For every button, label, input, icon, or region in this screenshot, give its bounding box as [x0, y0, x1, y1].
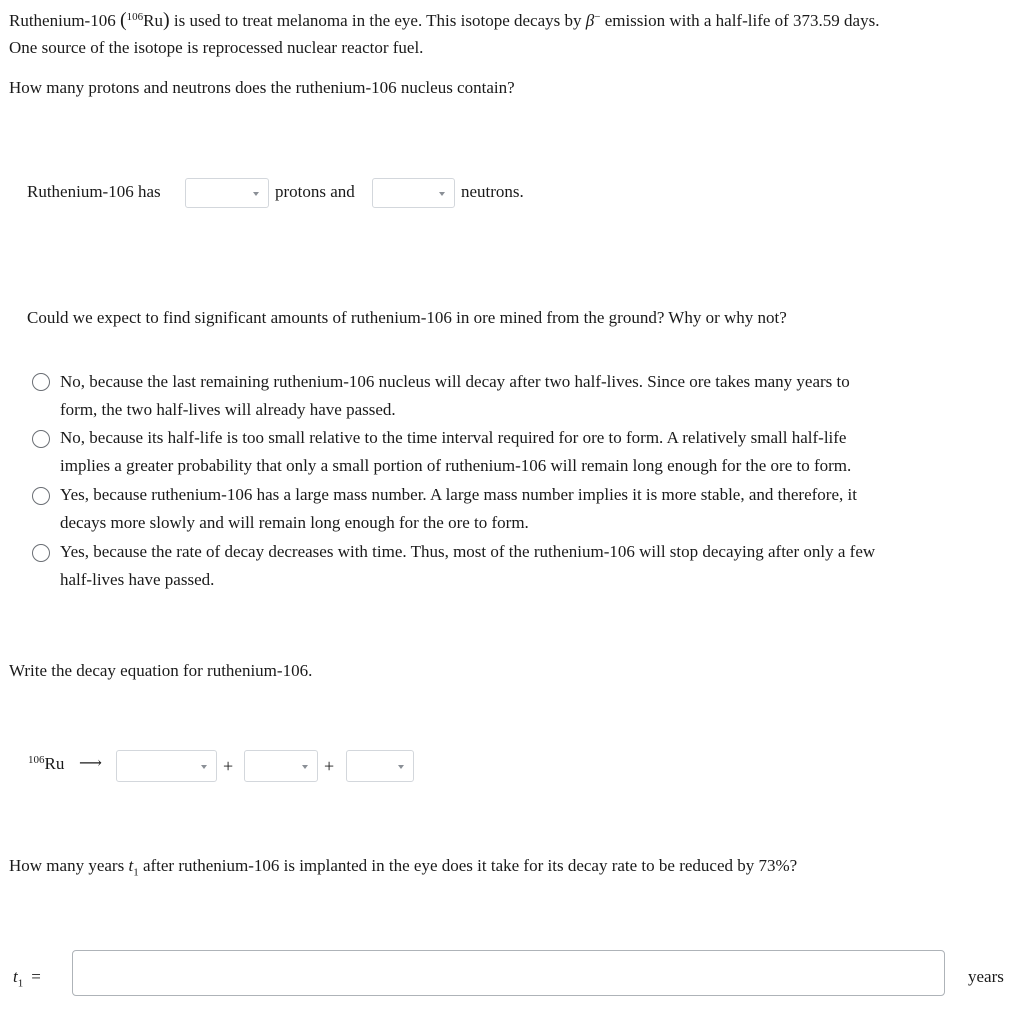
- option-2-text: No, because its half-life is too small relative to the time interval required for ore to form. A relatively small half-life implies a greater probability that only a small portion of ruthenium-106 will remain long enough for the ore to form.: [60, 428, 852, 475]
- reaction-arrow-icon: ⟶: [79, 755, 102, 772]
- mass-number: 106: [126, 11, 144, 23]
- question-protons-neutrons: How many protons and neutrons does the ruthenium-106 nucleus contain?: [9, 78, 515, 97]
- unit-label: years: [968, 967, 1004, 986]
- chevron-down-icon: [201, 765, 207, 769]
- radio-option-3[interactable]: [32, 487, 50, 505]
- answer-label: $t_1$ =: [13, 967, 41, 990]
- chevron-down-icon: [302, 765, 308, 769]
- decay-product-dropdown-2[interactable]: [244, 750, 318, 782]
- question-decay-equation: Write the decay equation for ruthenium-106.: [9, 661, 313, 680]
- radio-option-4[interactable]: [32, 544, 50, 562]
- plus-sign: +: [223, 756, 234, 776]
- q1-mid-text: protons and: [275, 182, 355, 201]
- chevron-down-icon: [439, 192, 445, 196]
- plus-sign: +: [324, 756, 335, 776]
- option-3-text: Yes, because ruthenium-106 has a large mass number. A large mass number implies it is more stable, and therefore, it decays more slowly and will remain long enough for the ore to form.: [60, 485, 857, 532]
- intro-line-1: Ruthenium-106 ($^{106}$Ru) is used to treat melanoma in the eye. This isotope decays by β− emission with a half-life of 373.59 days.: [9, 9, 880, 31]
- q1-lead-text: Ruthenium-106 has: [27, 182, 161, 201]
- question-decay-time: How many years $t_1$ after ruthenium-106 is implanted in the eye does it take for its decay rate to be reduced by 73%?: [9, 856, 798, 879]
- option-4-text: Yes, because the rate of decay decreases with time. Thus, most of the ruthenium-106 will stop decaying after only a few half-lives have passed.: [60, 542, 876, 589]
- decay-product-dropdown-1[interactable]: [116, 750, 217, 782]
- decay-equation-lhs: $^{106}$Ru: [28, 754, 65, 773]
- radio-option-2[interactable]: [32, 430, 50, 448]
- question-ore: Could we expect to find significant amounts of ruthenium-106 in ore mined from the ground? Why or why not?: [27, 308, 787, 327]
- neutrons-dropdown[interactable]: [372, 178, 455, 208]
- option-1-text: No, because the last remaining ruthenium-106 nucleus will decay after two half-lives. Since ore takes many years to form, the two half-lives will already have passed.: [60, 372, 850, 419]
- chevron-down-icon: [253, 192, 259, 196]
- chevron-down-icon: [398, 765, 404, 769]
- decay-product-dropdown-3[interactable]: [346, 750, 414, 782]
- years-answer-input[interactable]: [72, 950, 945, 996]
- intro-line-2: One source of the isotope is reprocessed nuclear reactor fuel.: [9, 38, 424, 57]
- q1-tail-text: neutrons.: [461, 182, 524, 201]
- protons-dropdown[interactable]: [185, 178, 269, 208]
- radio-option-1[interactable]: [32, 373, 50, 391]
